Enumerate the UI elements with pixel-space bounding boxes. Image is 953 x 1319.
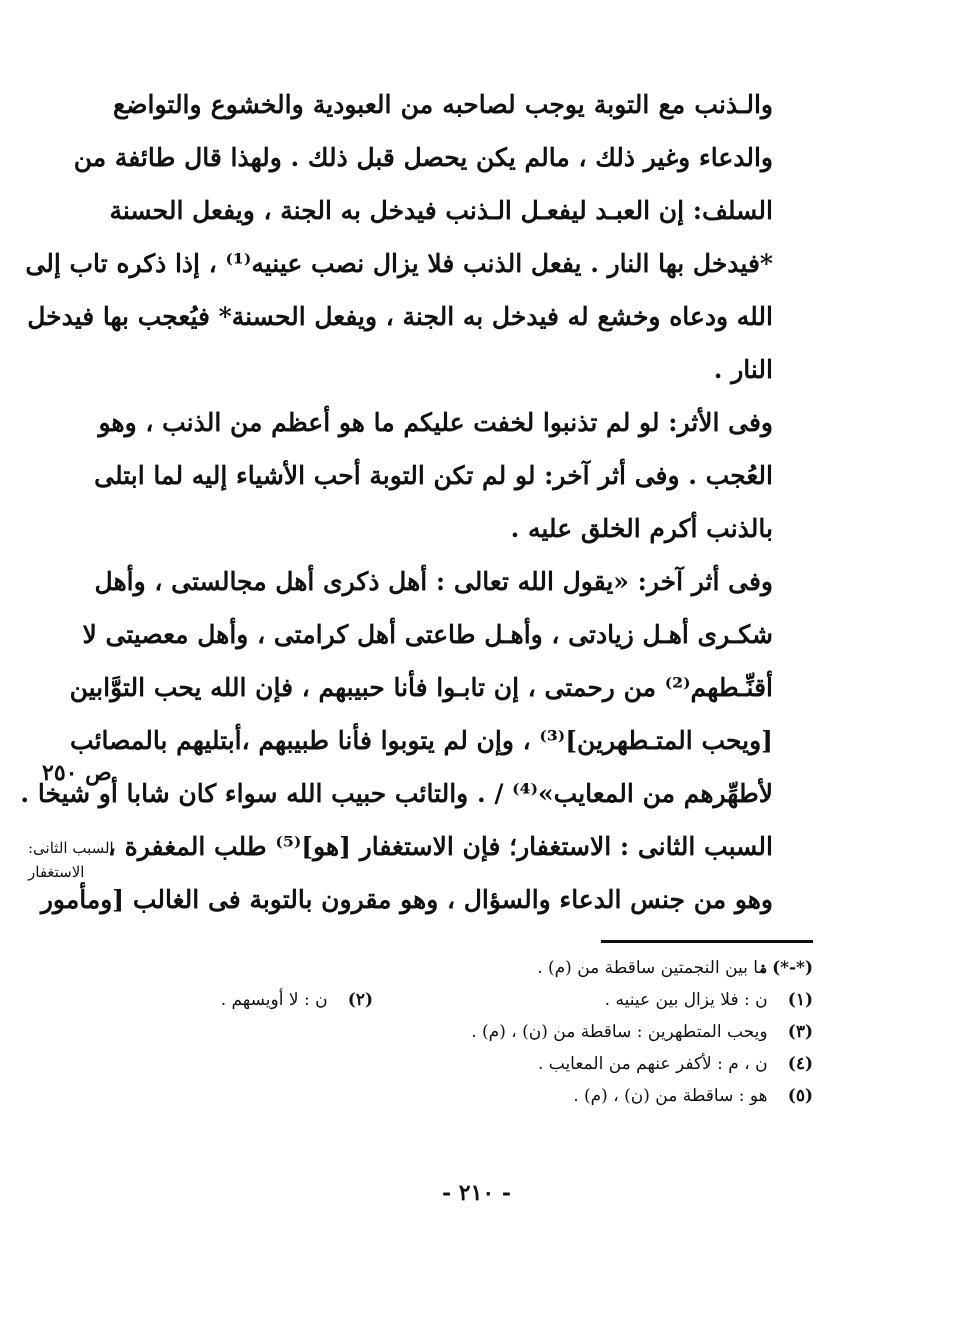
footnote-number: (٥) xyxy=(787,1086,813,1106)
footnote-number: (*-*) : xyxy=(759,958,813,978)
text-line: النار . xyxy=(713,355,773,384)
text-line: بالذنب أكرم الخلق عليه . xyxy=(510,514,773,543)
footnote-text: ن : لا أويسهم . xyxy=(220,990,328,1010)
footnote-number: (١) xyxy=(787,990,813,1010)
paragraph-2 xyxy=(94,396,813,555)
page-number: - ٢١٠ - xyxy=(441,1180,512,1206)
footnote-divider xyxy=(601,940,813,943)
text-line: لأطهِّرهم من المعايب»⁽⁴⁾ / . والتائب حبيب الله سواء كان شابا أو شيخا . xyxy=(20,779,773,808)
footnote-number: (٣) xyxy=(787,1022,813,1042)
paragraph-4 xyxy=(40,820,813,926)
text-line: أقنِّـطهم⁽²⁾ من رحمتى ، إن تابـوا فأنا حبيبهم ، فإن الله يحب التوَّابين xyxy=(69,673,773,702)
footnote-text: ن ، م : لأكفر عنهم من المعايب . xyxy=(537,1054,768,1074)
text-line: وهو من جنس الدعاء والسؤال ، وهو مقرون بالتوبة فى الغالب [ومأمور xyxy=(40,885,773,914)
footnote-text: ما بين النجمتين ساقطة من (م) . xyxy=(537,958,768,978)
footnote-4 xyxy=(113,1048,813,1080)
margin-page-reference: ص ٢٥٠ xyxy=(42,760,112,786)
footnote-text: هو : ساقطة من (ن) ، (م) . xyxy=(573,1086,768,1106)
text-line: السبب الثانى : الاستغفار؛ فإن الاستغفار [هو]⁽⁵⁾ طلب المغفرة ، xyxy=(107,832,773,861)
text-line: [ويحب المتـطهرين]⁽³⁾ ، وإن لم يتوبوا فأنا طبيبهم ،أبتليهم بالمصائب xyxy=(70,726,773,755)
text-line: العُجب . وفى أثر آخر: لو لم تكن التوبة أحب الأشياء إليه لما ابتلى xyxy=(94,461,773,490)
text-line: وفى الأثر: لو لم تذنبوا لخفت عليكم ما هو أعظم من الذنب ، وهو xyxy=(98,408,773,437)
footnote-text: ن : فلا يزال بين عينيه . xyxy=(604,990,768,1010)
text-line: وفى أثر آخر: «يقول الله تعالى : أهل ذكرى أهل مجالستى ، وأهل xyxy=(94,567,773,596)
text-line: شكـرى أهـل زيادتى ، وأهـل طاعتى أهل كرامتى ، وأهل معصيتى لا xyxy=(82,620,773,649)
paragraph-1 xyxy=(25,78,813,396)
margin-heading-line: الاستغفار xyxy=(28,863,85,881)
margin-section-heading xyxy=(28,836,128,884)
text-line: الله ودعاه وخشع له فيدخل به الجنة ، ويفعل الحسنة* فيُعجب بها فيدخل xyxy=(27,302,773,331)
text-line: والدعاء وغير ذلك ، مالم يكن يحصل قبل ذلك . ولهذا قال طائفة من xyxy=(73,143,773,172)
footnote-text: ويحب المتطهرين : ساقطة من (ن) ، (م) . xyxy=(471,1022,768,1042)
footnote-1 xyxy=(113,984,813,1016)
footnote-3 xyxy=(113,1016,813,1048)
text-line: *فيدخل بها النار . يفعل الذنب فلا يزال نصب عينيه⁽¹⁾ ، إذا ذكره تاب إلى xyxy=(25,249,773,278)
footnotes xyxy=(113,952,813,1112)
footnote-number: (٢) xyxy=(347,990,373,1010)
text-line: والـذنب مع التوبة يوجب لصاحبه من العبودية والخشوع والتواضع xyxy=(113,90,773,119)
footnote-number: (٤) xyxy=(787,1054,813,1074)
footnote-2 xyxy=(221,984,373,1016)
margin-heading-line: السبب الثانى: xyxy=(28,839,114,857)
footnote-5 xyxy=(113,1080,813,1112)
text-line: السلف: إن العبـد ليفعـل الـذنب فيدخل به الجنة ، ويفعل الحسنة xyxy=(109,196,773,225)
footnote-star xyxy=(113,952,813,984)
